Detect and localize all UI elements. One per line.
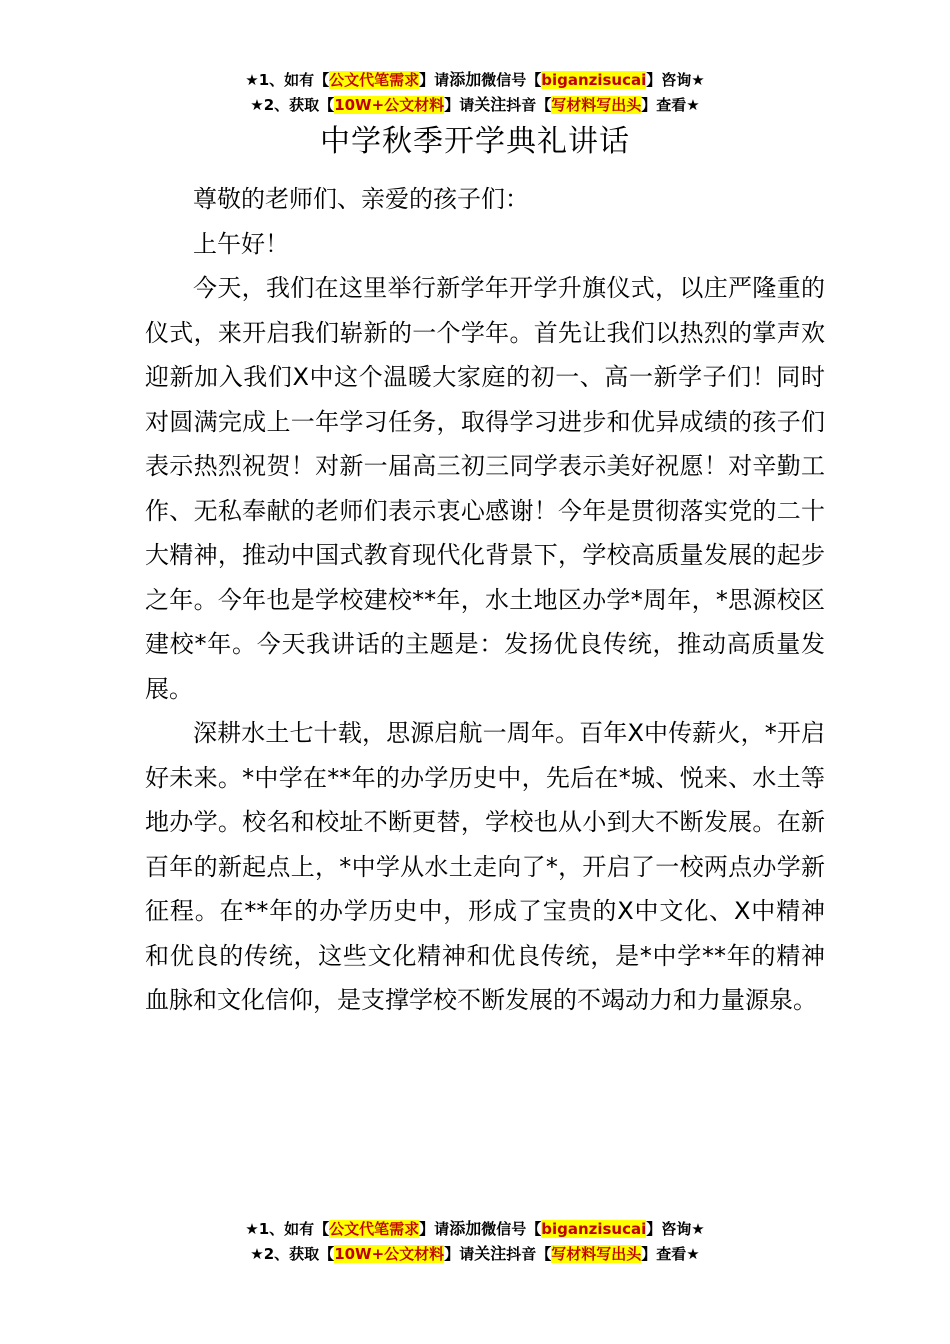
promo-text: 抖音【 (506, 1245, 552, 1263)
promo-douyin-id: 写材料写出头 (551, 96, 642, 114)
promo-text: 】请 (444, 96, 475, 114)
promo-text: ★1、如有【 (245, 71, 330, 89)
body-paragraph: 今天，我们在这里举行新学年开学升旗仪式，以庄严隆重的仪式，来开启我们崭新的一个学年。首先让我们以热烈的掌声欢迎新加入我们X中这个温暖大家庭的初一、高一新学子们！同时对圆满完成上一年学习任务，取得学习进步和优异成绩的孩子们表示热烈祝贺！对新一届高三初三同学表示美好祝愿！对辛勤工作、无私奉献的老师们表示衷心感谢！今年是贯彻落实党的二十大精神，推动中国式教育现代化背景下，学校高质量发展的起步之年。今年也是学校建校**年，水土地区办学*周年，*思源校区建校*年。今天我讲话的主题是：发扬优良传统，推动高质量发展。 (145, 274, 825, 703)
promo-emphasis: 添加 (449, 70, 482, 89)
promo-text: 】请 (444, 1245, 475, 1263)
salutation: 尊敬的老师们、亲爱的孩子们： (193, 185, 529, 213)
document-title: 中学秋季开学典礼讲话 (320, 124, 630, 159)
promo-emphasis: 添加 (449, 1219, 482, 1238)
promo-line-2 (0, 92, 950, 117)
document-body (145, 177, 825, 1023)
promo-emphasis: 关注 (474, 1244, 507, 1263)
promo-highlight: 公文代笔需求 (329, 71, 420, 89)
promo-text: ★2、获取【 (250, 96, 335, 114)
promo-highlight: 公文代笔需求 (329, 1220, 420, 1238)
promo-highlight: 10W+公文材料 (334, 1245, 445, 1263)
greeting: 上午好！ (193, 229, 289, 258)
promo-text: 抖音【 (506, 96, 552, 114)
promo-douyin-id: 写材料写出头 (551, 1245, 642, 1263)
promo-line-1 (0, 67, 950, 92)
promo-text: 微信号【 (481, 71, 542, 89)
promo-text: ★2、获取【 (250, 1245, 335, 1263)
promo-text: 】查看★ (641, 1245, 700, 1263)
promo-line-1 (0, 1216, 950, 1241)
promo-line-2 (0, 1241, 950, 1266)
promo-emphasis: 关注 (474, 95, 507, 114)
promo-text: 】请 (419, 71, 450, 89)
body-paragraph: 深耕水土七十载，思源启航一周年。百年X中传薪火，*开启好未来。*中学在**年的办学历史中，先后在*城、悦来、水土等地办学。校名和校址不断更替，学校也从小到大不断发展。在新百年的新起点上，*中学从水土走向了*，开启了一校两点办学新征程。在**年的办学历史中，形成了宝贵的X中文化、X中精神和优良的传统，这些文化精神和优良传统，是*中学**年的精神血脉和文化信仰，是支撑学校不断发展的不竭动力和力量源泉。 (145, 719, 825, 1014)
promo-text: 】咨询★ (646, 1220, 705, 1238)
promo-text: 微信号【 (481, 1220, 542, 1238)
promo-highlight: 10W+公文材料 (334, 96, 445, 114)
promo-wechat-id: biganzisucai (541, 1220, 647, 1238)
promo-text: 】请 (419, 1220, 450, 1238)
promo-text: ★1、如有【 (245, 1220, 330, 1238)
promo-footer (0, 1216, 950, 1266)
promo-text: 】咨询★ (646, 71, 705, 89)
promo-header (0, 67, 950, 117)
promo-wechat-id: biganzisucai (541, 71, 647, 89)
promo-text: 】查看★ (641, 96, 700, 114)
